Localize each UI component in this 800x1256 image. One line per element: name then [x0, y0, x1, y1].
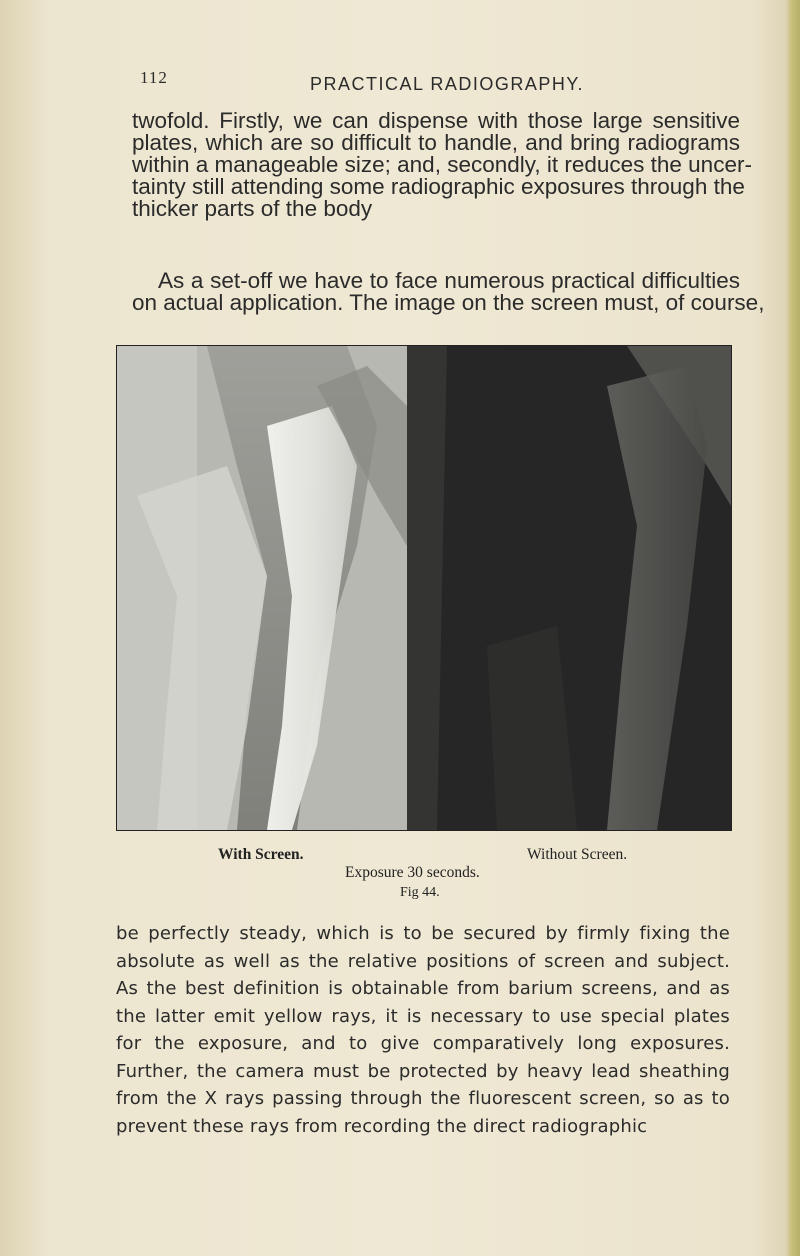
text-line: from the X rays passing through the fluorescent screen, so as to — [116, 1088, 730, 1109]
text-line: As the best definition is obtainable from barium screens, and as — [116, 978, 730, 999]
radiograph-with-screen — [117, 346, 407, 830]
text-line: for the exposure, and to give comparatively long exposures. — [116, 1033, 730, 1054]
radiograph-right-image — [407, 346, 731, 830]
text-line: the latter emit yellow rays, it is necessary to use special plates — [116, 1005, 730, 1027]
page-header — [0, 62, 800, 102]
paragraph-2 — [132, 268, 765, 315]
text-line: prevent these rays from recording the direct radiographic — [116, 1115, 648, 1137]
text-line: twofold. Firstly, we can dispense with those large sensitive — [132, 108, 740, 133]
caption-with-screen: With Screen. — [218, 846, 304, 863]
radiograph-left-image — [117, 346, 407, 830]
page-edge — [786, 0, 800, 1256]
text-line: As a set-off we have to face numerous practical difficulties — [158, 268, 740, 293]
page-number: 112 — [140, 68, 168, 87]
text-line: be perfectly steady, which is to be secured by firmly fixing the — [116, 923, 730, 944]
radiograph-without-screen — [407, 346, 731, 830]
caption-without-screen: Without Screen. — [527, 846, 628, 863]
text-line: within a manageable size; and, secondly, it reduces the uncer- — [132, 152, 752, 177]
text-line: plates, which are so difficult to handle, and bring radiograms — [132, 130, 740, 155]
text-line: on actual application. The image on the screen must, of course, — [132, 290, 765, 315]
paragraph-3 — [116, 920, 730, 1140]
text-line: absolute as well as the relative positions of screen and subject. — [116, 950, 730, 972]
running-head: PRACTICAL RADIOGRAPHY. — [310, 74, 585, 94]
caption-exposure: Exposure 30 seconds. — [345, 864, 480, 881]
radiograph-figure — [116, 345, 732, 831]
text-line: tainty still attending some radiographic exposures through the — [132, 174, 745, 199]
figure-label: Fig 44. — [400, 885, 440, 900]
text-line: thicker parts of the body — [132, 196, 373, 221]
paragraph-1 — [132, 108, 752, 221]
text-line: Further, the camera must be protected by heavy lead sheathing — [116, 1060, 730, 1082]
